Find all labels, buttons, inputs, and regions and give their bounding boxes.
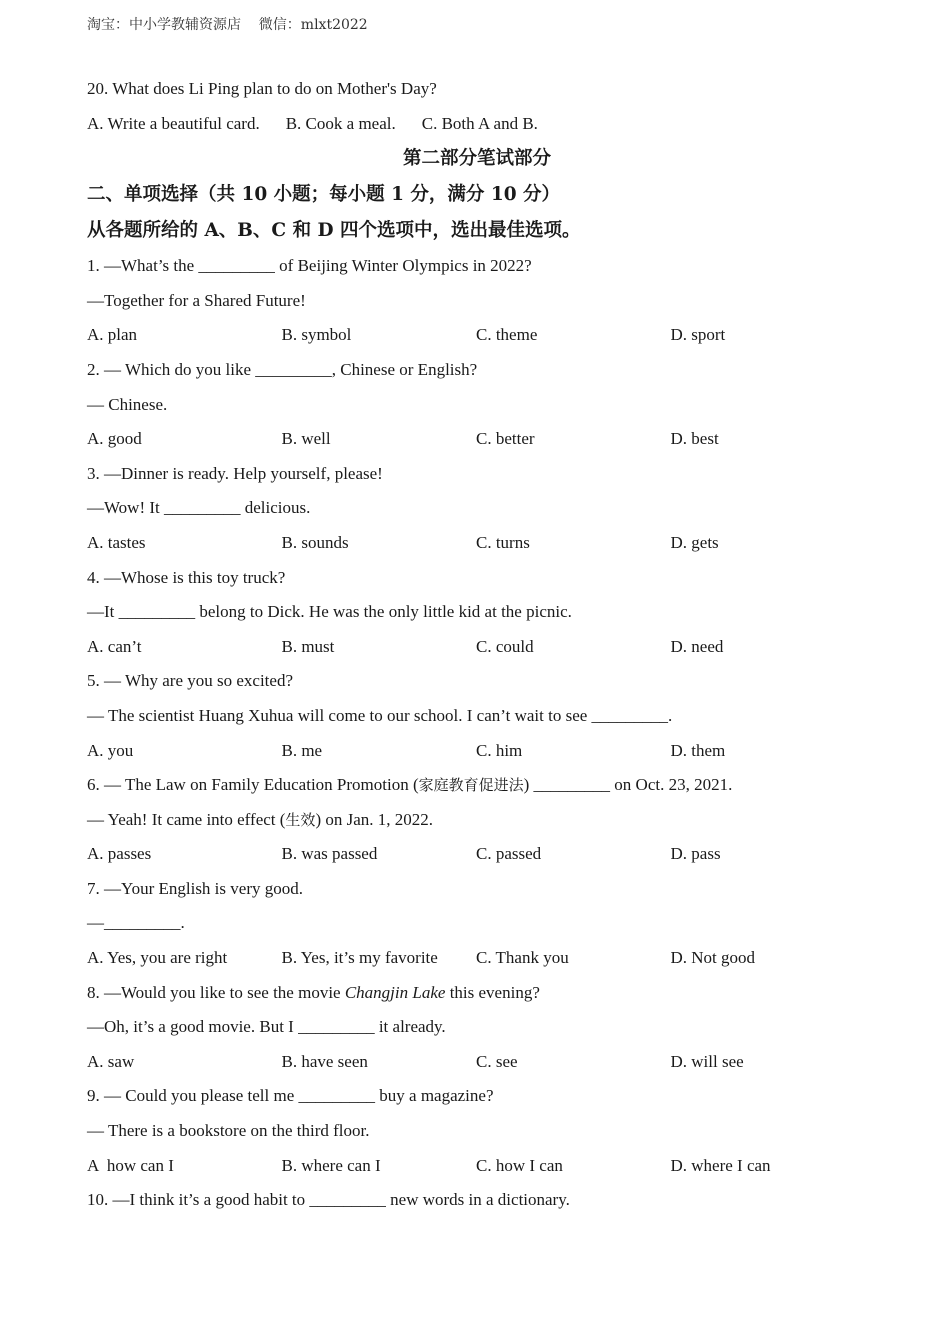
question-4-line2: —It _________ belong to Dick. He was the only little kid at the picnic. [87, 602, 572, 622]
question-6-line1 [87, 768, 867, 803]
question-9-line1: 9. — Could you please tell me _________ buy a magazine? [87, 1086, 494, 1106]
option-c: C. Both A and B. [421, 113, 538, 133]
question-1-line2: —Together for a Shared Future! [87, 290, 306, 310]
question-7-line2: —_________. [87, 913, 185, 933]
question-6-options [87, 837, 867, 872]
option-b: B. me [281, 740, 323, 760]
question-8-movie-title: Changjin Lake [344, 982, 446, 1002]
option-c: C. could [476, 636, 534, 656]
option-b: B. symbol [281, 325, 352, 345]
question-9-options [87, 1149, 867, 1184]
question-7-line1: 7. —Your English is very good. [87, 878, 303, 898]
question-6-line2-part-a: — Yeah! It came into effect ( [87, 809, 286, 829]
option-d: D. where I can [670, 1155, 771, 1175]
question-1-options [87, 318, 867, 353]
option-b: B. was passed [281, 844, 378, 864]
option-a: A. plan [87, 325, 138, 345]
option-d: D. need [670, 636, 724, 656]
option-c: C. passed [476, 844, 542, 864]
question-8-line1 [87, 976, 867, 1011]
option-a: A. saw [87, 1051, 135, 1071]
option-a: A. passes [87, 844, 152, 864]
option-a: A. good [87, 429, 142, 449]
question-6-chinese-term: 家庭教育促进法 [418, 776, 524, 795]
option-b: B. must [281, 636, 335, 656]
question-2-line1: 2. — Which do you like _________, Chinese or English? [87, 359, 478, 379]
question-2-line2: — Chinese. [87, 394, 168, 414]
option-c: C. see [476, 1051, 518, 1071]
question-20-options [87, 107, 867, 142]
question-4-options [87, 630, 867, 665]
option-a: A. Yes, you are right [87, 948, 228, 968]
option-b: B. have seen [281, 1051, 368, 1071]
option-a: A how can I [87, 1155, 174, 1175]
option-c: C. turns [476, 532, 530, 552]
question-20-stem: 20. What does Li Ping plan to do on Mother's Day? [87, 79, 437, 98]
question-9-line2: — There is a bookstore on the third floor. [87, 1121, 370, 1141]
question-5-line2: — The scientist Huang Xuhua will come to our school. I can’t wait to see _________. [87, 705, 673, 725]
option-c: C. how I can [476, 1155, 563, 1175]
question-8-line1-part-a: 8. —Would you like to see the movie [87, 982, 345, 1002]
option-a: A. can’t [87, 636, 142, 656]
question-3-line2: —Wow! It _________ delicious. [87, 498, 311, 518]
question-6-chinese-gloss: 生效 [285, 810, 316, 829]
section-heading: 二、单项选择（共 10 小题；每小题 1 分，满分 10 分） [87, 184, 561, 206]
option-d: D. Not good [670, 948, 756, 968]
option-b: B. where can I [281, 1155, 381, 1175]
question-6-line1-part-b: ) _________ on Oct. 23, 2021. [523, 775, 733, 795]
option-a: A. Write a beautiful card. [87, 113, 260, 133]
question-5-options [87, 734, 867, 769]
question-1-line1: 1. —What’s the _________ of Beijing Winter Olympics in 2022? [87, 256, 532, 276]
option-d: D. sport [670, 325, 726, 345]
option-c: C. Thank you [476, 948, 569, 968]
exam-page [87, 72, 867, 1218]
part-title: 第二部分笔试部分 [402, 148, 551, 170]
question-8-line2: —Oh, it’s a good movie. But I _________ it already. [87, 1017, 446, 1037]
option-b: B. sounds [281, 532, 349, 552]
option-b: B. well [281, 429, 331, 449]
question-6-line2 [87, 803, 867, 838]
option-d: D. them [670, 740, 726, 760]
option-c: C. theme [476, 325, 538, 345]
option-b: B. Yes, it’s my favorite [281, 948, 438, 968]
section-instruction: 从各题所给的 A、B、C 和 D 四个选项中，选出最佳选项。 [87, 220, 581, 242]
option-a: A. tastes [87, 532, 146, 552]
question-10-line1: 10. —I think it’s a good habit to _________ new words in a dictionary. [87, 1190, 570, 1210]
question-8-options [87, 1045, 867, 1080]
option-d: D. gets [670, 532, 719, 552]
question-3-options [87, 526, 867, 561]
question-3-line1: 3. —Dinner is ready. Help yourself, please! [87, 463, 383, 483]
option-d: D. pass [670, 844, 721, 864]
question-2-options [87, 422, 867, 457]
question-4-line1: 4. —Whose is this toy truck? [87, 567, 286, 587]
option-c: C. him [476, 740, 523, 760]
option-d: D. best [670, 429, 719, 449]
question-7-options [87, 941, 867, 976]
option-d: D. will see [670, 1051, 744, 1071]
header-note: 淘宝：中小学教辅资源店 微信：mlxt2022 [87, 17, 368, 33]
question-5-line1: 5. — Why are you so excited? [87, 671, 293, 691]
option-b: B. Cook a meal. [285, 113, 396, 133]
option-c: C. better [476, 429, 535, 449]
question-6-line1-part-a: 6. — The Law on Family Education Promotion ( [87, 775, 419, 795]
question-6-line2-part-b: ) on Jan. 1, 2022. [315, 809, 434, 829]
question-8-line1-part-b: this evening? [445, 982, 540, 1002]
option-a: A. you [87, 740, 134, 760]
